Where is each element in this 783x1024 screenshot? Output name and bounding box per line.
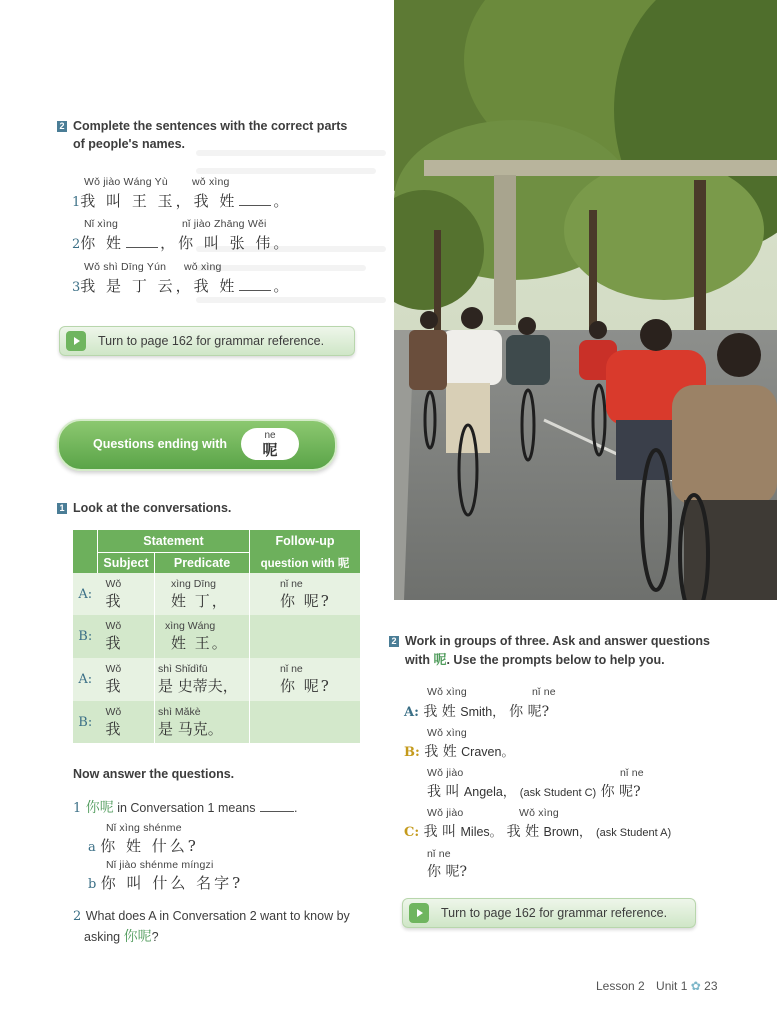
header-followup: Follow-up (250, 530, 361, 552)
table-corner (73, 530, 98, 573)
section-header-bubble: ne 呢 (241, 428, 299, 460)
line-a-pinyin-1: Wǒ xìng (427, 686, 467, 698)
sentence-1-pinyin-b: wǒ xìng (192, 176, 230, 188)
line-c: C: 我 叫 Miles。 我 姓 Brown， (ask Student A) (404, 824, 672, 840)
grammar-reference-button[interactable]: Turn to page 162 for grammar reference. (59, 326, 355, 356)
exercise-2-instruction: 2 Complete the sentences with the correct parts of people's names. (57, 117, 377, 153)
question-2: 2 What does A in Conversation 2 want to know by asking 你呢? (73, 909, 350, 945)
line-c2: 你 呢? (427, 864, 467, 880)
table-row: B: Wǒ 我 xìng Wáng 姓 王。 (73, 615, 360, 658)
exercise-1-instruction: 1 Look at the conversations. (57, 499, 231, 517)
line-c2-pinyin: nǐ ne (427, 848, 451, 860)
header-subject: Subject (98, 552, 155, 573)
answer-blank[interactable] (239, 290, 271, 291)
exercise-number-badge: 1 (57, 503, 67, 514)
exercise-number-badge: 2 (57, 121, 67, 132)
sentence-3-pinyin-a: Wǒ shì Dīng Yún (84, 261, 167, 273)
header-statement: Statement (98, 530, 250, 552)
section-header-label: Questions ending with (93, 437, 228, 451)
line-b2-pinyin-1: Wǒ jiào (427, 767, 464, 779)
play-arrow-icon (409, 903, 429, 923)
section-header-pill (57, 419, 337, 471)
header-predicate: Predicate (155, 552, 250, 573)
conversation-table (73, 530, 360, 743)
option-a[interactable]: a 你 姓 什么? (88, 837, 199, 855)
line-b2: 我 叫 Angela， (ask Student C) 你 呢? (427, 784, 641, 800)
line-b-pinyin: Wǒ xìng (427, 727, 467, 739)
bleed-through-line (196, 297, 386, 303)
grammar-reference-button-2[interactable]: Turn to page 162 for grammar reference. (402, 898, 696, 928)
line-b2-pinyin-2: nǐ ne (620, 767, 644, 779)
option-a-pinyin: Nǐ xìng shénme (106, 822, 182, 834)
now-answer-heading: Now answer the questions. (73, 767, 235, 781)
answer-blank[interactable] (260, 811, 294, 812)
line-b: B: 我 姓 Craven。 (404, 744, 514, 760)
bleed-through-line (196, 168, 376, 174)
answer-blank[interactable] (126, 247, 158, 248)
sentence-2: 2你 姓 ，你 叫 张 伟。 (72, 234, 292, 252)
line-a-pinyin-2: nǐ ne (532, 686, 556, 698)
line-a: A: 我 姓 Smith， 你 呢? (404, 704, 550, 720)
sentence-2-pinyin-b: nǐ jiào Zhāng Wěi (182, 218, 267, 230)
header-followup-question: question with 呢 (250, 552, 361, 573)
line-c-pinyin-1: Wǒ jiào (427, 807, 464, 819)
line-c-pinyin-2: Wǒ xìng (519, 807, 559, 819)
play-arrow-icon (66, 331, 86, 351)
table-row: A: Wǒ 我 xìng Dīng 姓 丁， nǐ ne 你 呢? (73, 573, 360, 615)
sentence-3: 3我 是 丁 云，我 姓 。 (72, 277, 292, 295)
cyclists-photo-illustration (394, 0, 777, 600)
sentence-1-pinyin-a: Wǒ jiào Wáng Yù (84, 176, 168, 188)
table-row: A: Wǒ 我 shì Shǐdìfū 是 史蒂夫， nǐ ne 你 呢? (73, 658, 360, 701)
flower-icon: ✿ (690, 979, 701, 993)
photo-cyclists-street (394, 0, 777, 600)
sentence-3-pinyin-b: wǒ xìng (184, 261, 222, 273)
table-row: B: Wǒ 我 shì Mǎkè 是 马克。 (73, 701, 360, 743)
page-footer: Lesson 2 Unit 1 ✿ 23 (596, 979, 718, 993)
option-b-pinyin: Nǐ jiào shénme míngzi (106, 859, 214, 871)
exercise-number-badge: 2 (389, 636, 399, 647)
sentence-2-pinyin-a: Nǐ xìng (84, 218, 119, 230)
answer-blank[interactable] (239, 205, 271, 206)
exercise-2b-instruction: 2 Work in groups of three. Ask and answer questions with 呢. Use the prompts below to help you. (389, 632, 769, 670)
sentence-1: 1我 叫 王 玉，我 姓 。 (72, 192, 292, 210)
question-1: 1 你呢 in Conversation 1 means . (73, 800, 298, 816)
option-b[interactable]: b 你 叫 什么 名字? (88, 874, 244, 892)
